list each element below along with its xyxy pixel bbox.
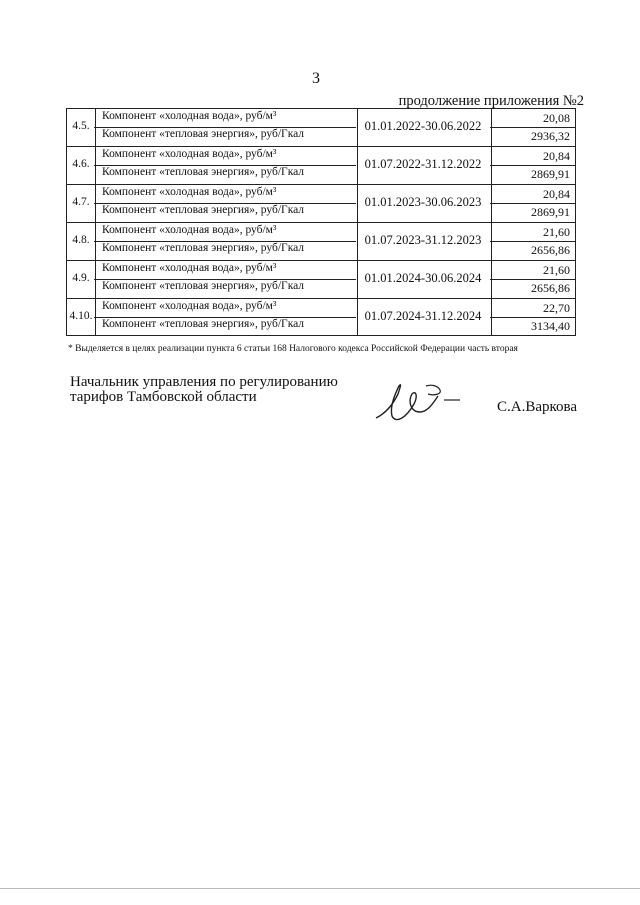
- row-inner-divider: [94, 279, 356, 280]
- row-heat-value: 2936,32: [531, 129, 570, 143]
- row-period: 01.01.2023-30.06.2023: [364, 195, 482, 209]
- row-divider: [66, 222, 576, 223]
- row-number: 4.10.: [69, 310, 93, 322]
- row-number: 4.8.: [72, 234, 90, 246]
- page-bottom-rule: [0, 888, 640, 889]
- signatory-title-line2: тарифов Тамбовской области: [70, 389, 257, 405]
- row-heat-value: 2869,91: [531, 167, 570, 181]
- row-inner-divider-value: [490, 241, 576, 242]
- row-water-value: 21,60: [543, 225, 570, 239]
- row-period: 01.07.2023-31.12.2023: [364, 233, 482, 247]
- row-water-label: Компонент «холодная вода», руб/м³: [102, 110, 277, 122]
- signatory-title: [70, 375, 338, 405]
- row-heat-value: 2869,91: [531, 205, 570, 219]
- row-water-label: Компонент «холодная вода», руб/м³: [102, 186, 277, 198]
- row-period: 01.01.2022-30.06.2022: [364, 119, 482, 133]
- row-water-value: 20,84: [543, 149, 570, 163]
- handwritten-signature: [372, 378, 472, 426]
- row-inner-divider: [94, 241, 356, 242]
- row-heat-label: Компонент «тепловая энергия», руб/Гкал: [102, 166, 305, 178]
- page-number: 3: [312, 70, 320, 87]
- row-water-label: Компонент «холодная вода», руб/м³: [102, 148, 277, 160]
- row-inner-divider-value: [490, 279, 576, 280]
- row-inner-divider-value: [490, 203, 576, 204]
- row-period: 01.07.2022-31.12.2022: [364, 157, 482, 171]
- appendix-note: продолжение приложения №2: [398, 93, 584, 109]
- row-water-value: 21,60: [543, 263, 570, 277]
- row-heat-label: Компонент «тепловая энергия», руб/Гкал: [102, 280, 305, 292]
- row-water-label: Компонент «холодная вода», руб/м³: [102, 224, 277, 236]
- row-number: 4.7.: [72, 196, 90, 208]
- signatory-title-line1: Начальник управления по регулированию: [70, 374, 338, 390]
- row-heat-label: Компонент «тепловая энергия», руб/Гкал: [102, 242, 305, 254]
- row-heat-value: 2656,86: [531, 243, 570, 257]
- row-water-value: 20,08: [543, 111, 570, 125]
- row-period: 01.01.2024-30.06.2024: [364, 271, 482, 285]
- row-heat-label: Компонент «тепловая энергия», руб/Гкал: [102, 204, 305, 216]
- row-water-value: 22,70: [543, 301, 570, 315]
- row-water-label: Компонент «холодная вода», руб/м³: [102, 262, 277, 274]
- row-divider: [66, 298, 576, 299]
- row-inner-divider: [94, 127, 356, 128]
- row-inner-divider: [94, 203, 356, 204]
- row-divider: [66, 146, 576, 147]
- row-inner-divider-value: [490, 317, 576, 318]
- row-heat-label: Компонент «тепловая энергия», руб/Гкал: [102, 318, 305, 330]
- row-number: 4.9.: [72, 272, 90, 284]
- row-inner-divider: [94, 165, 356, 166]
- row-divider: [66, 260, 576, 261]
- row-water-label: Компонент «холодная вода», руб/м³: [102, 300, 277, 312]
- signatory-name: С.А.Варкова: [497, 399, 578, 415]
- row-divider: [66, 184, 576, 185]
- row-heat-value: 2656,86: [531, 281, 570, 295]
- row-water-value: 20,84: [543, 187, 570, 201]
- row-number: 4.5.: [72, 120, 90, 132]
- row-heat-value: 3134,40: [531, 319, 570, 333]
- row-inner-divider-value: [490, 127, 576, 128]
- row-inner-divider: [94, 317, 356, 318]
- row-inner-divider-value: [490, 165, 576, 166]
- row-period: 01.07.2024-31.12.2024: [364, 309, 482, 323]
- footnote: * Выделяется в целях реализации пункта 6 статьи 168 Налогового кодекса Российской Федерации часть вторая: [68, 344, 518, 354]
- row-number: 4.6.: [72, 158, 90, 170]
- row-heat-label: Компонент «тепловая энергия», руб/Гкал: [102, 128, 305, 140]
